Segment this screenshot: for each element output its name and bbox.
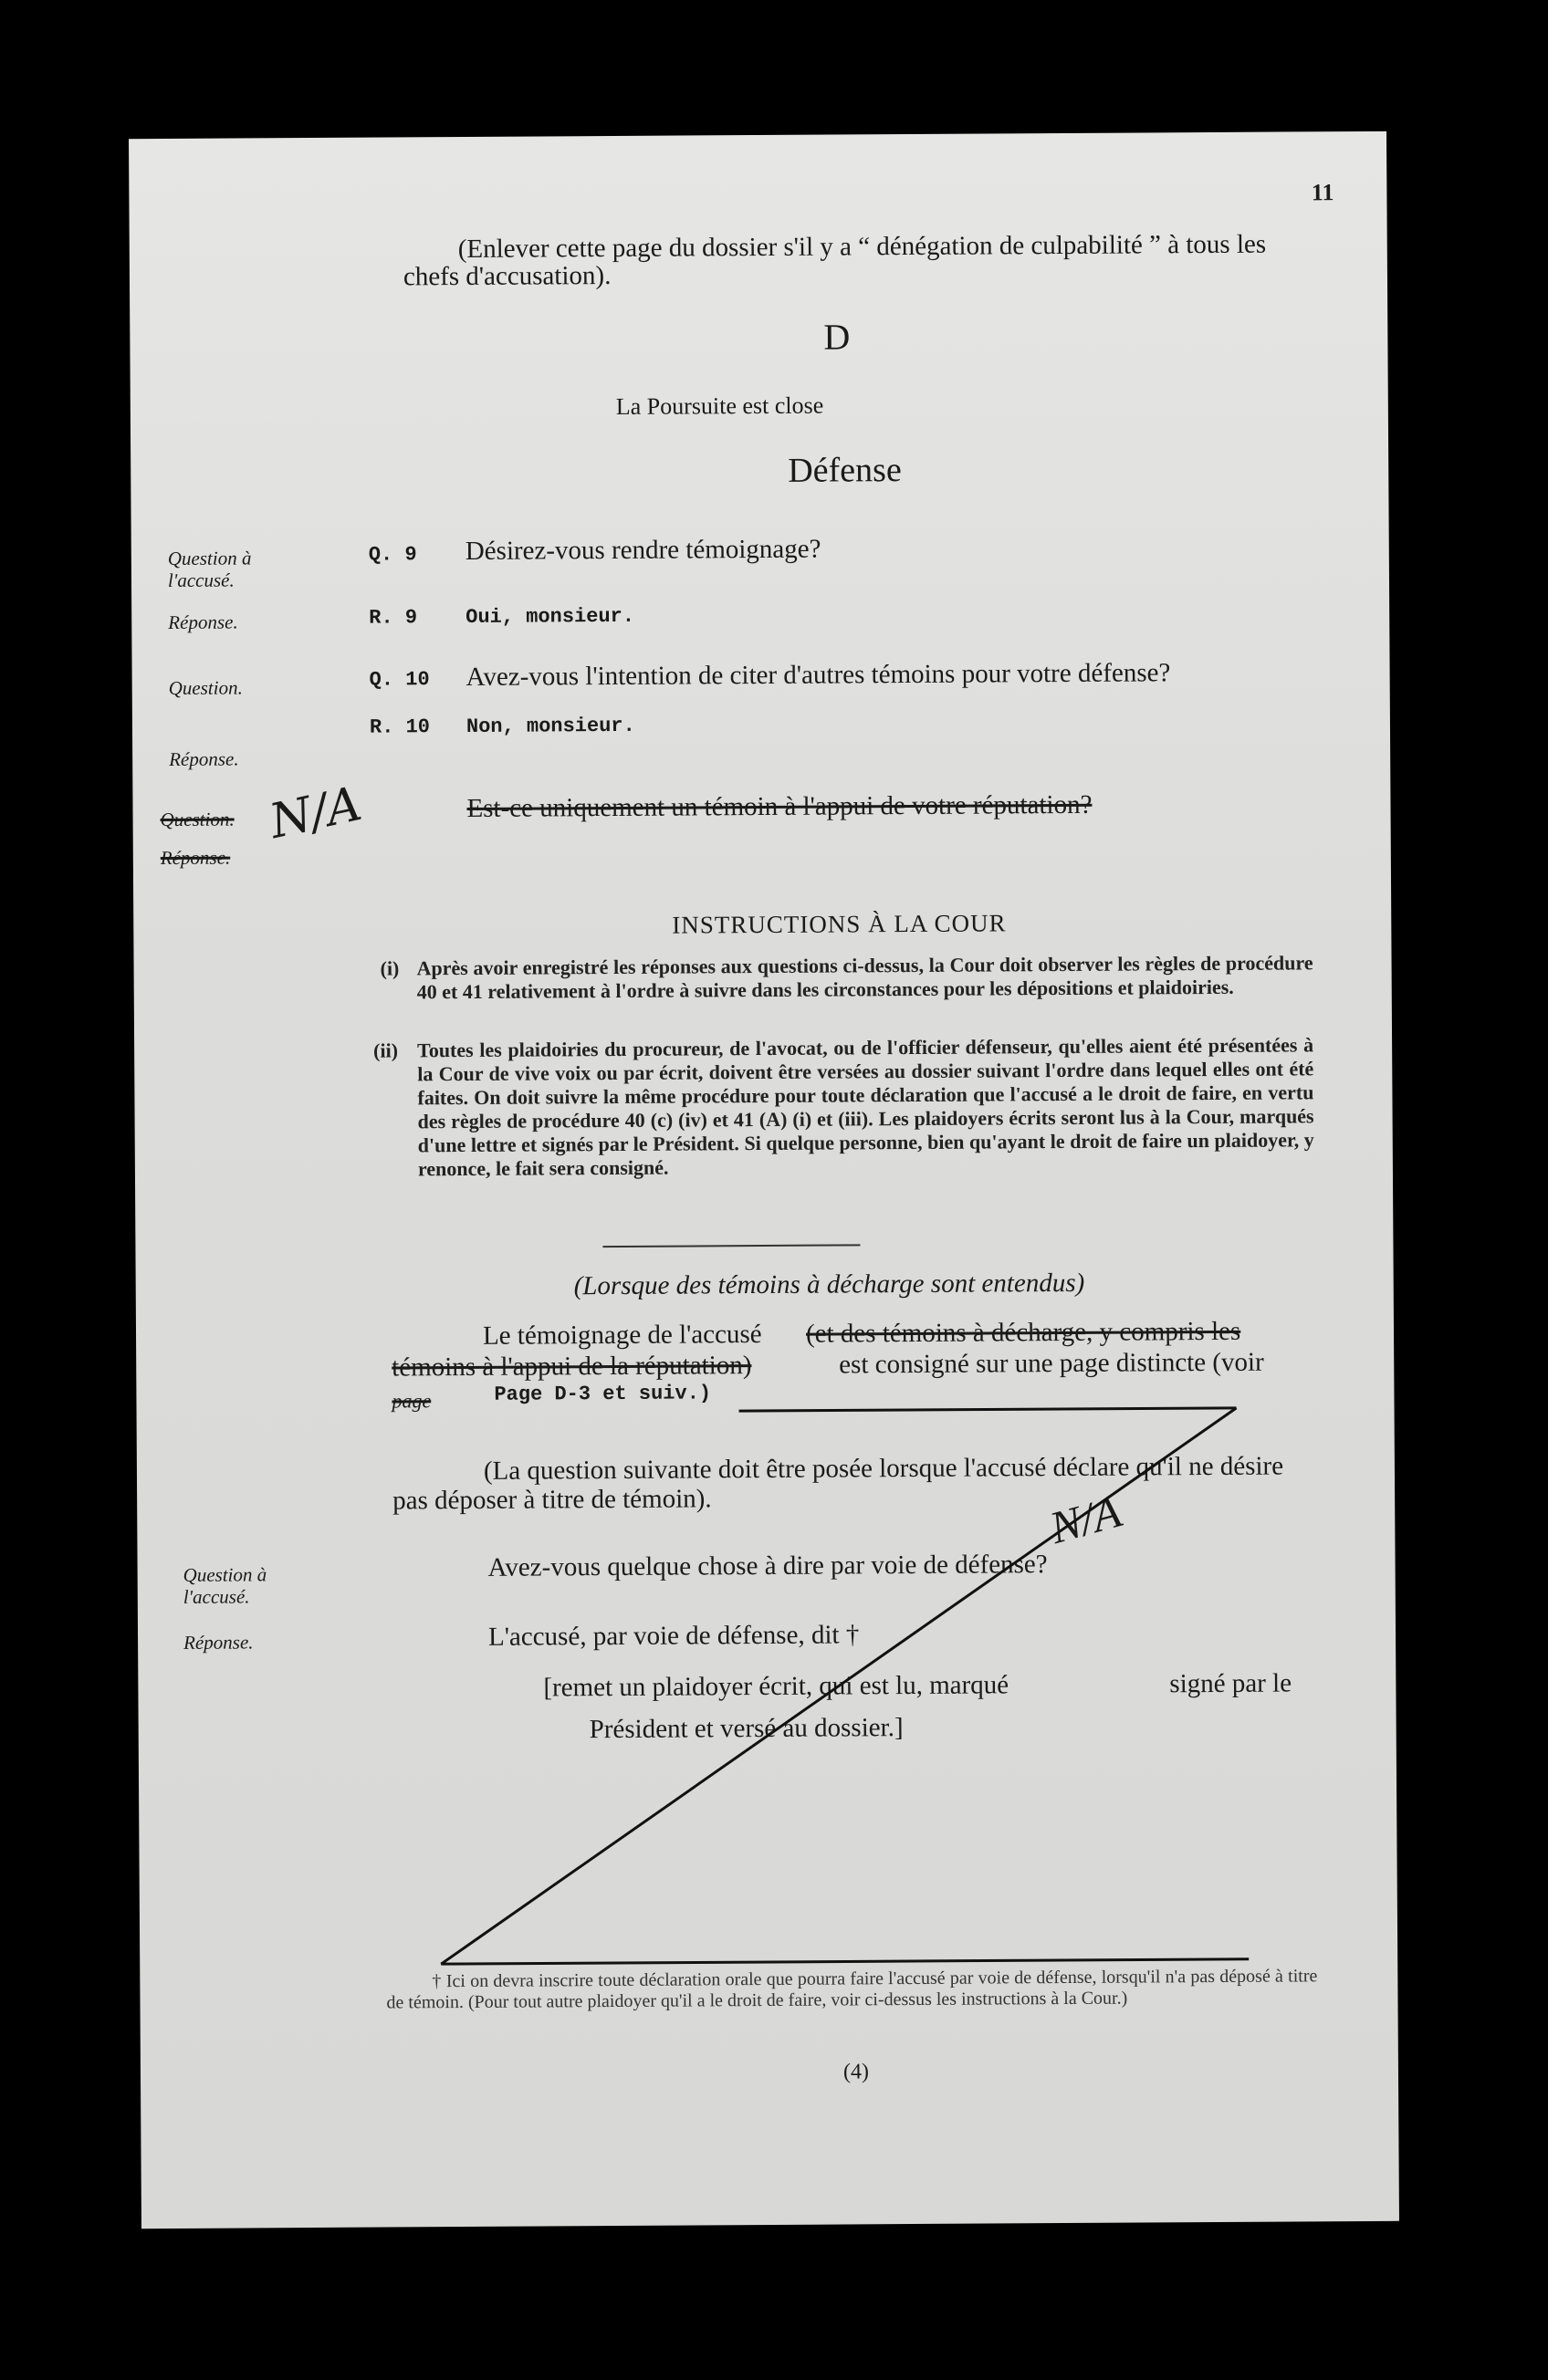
temoignage-p1: Le témoignage de l'accusé bbox=[482, 1320, 762, 1351]
r2-margin: Réponse. bbox=[169, 747, 239, 770]
poursuite-close: La Poursuite est close bbox=[615, 391, 824, 420]
section-letter: D bbox=[823, 316, 851, 358]
diagonal-cancel-mark bbox=[129, 131, 1399, 2229]
temoignage-struck2: témoins à l'appui de la réputation) bbox=[392, 1351, 752, 1383]
r2-code: R. 10 bbox=[369, 715, 431, 739]
instr-item2-num: (ii) bbox=[373, 1039, 399, 1062]
q1-text: Désirez-vous rendre témoignage? bbox=[465, 534, 821, 566]
r4-text: L'accusé, par voie de défense, dit † bbox=[487, 1620, 860, 1652]
footnote: † Ici on devra inscrire toute déclaration orale que pourra faire l'accusé par voie de défense, lorsqu'il n'a pas déposé à titre de témoin. (Pour tout autre plaidoyer qu'il a le droit de faire, voir ci-dessus les instructions à la Cour.) bbox=[386, 1966, 1318, 2013]
temoignage-p2: est consigné sur une page distincte (voir bbox=[839, 1347, 1264, 1380]
remet-2: signé par le bbox=[1169, 1668, 1292, 1699]
r4-margin: Réponse. bbox=[183, 1631, 254, 1654]
cancel-bottom-line bbox=[441, 1959, 1249, 1964]
temoins-heading: (Lorsque des témoins à décharge sont entendus) bbox=[573, 1268, 1085, 1301]
r1-text: Oui, monsieur. bbox=[465, 604, 635, 629]
q2-code: Q. 10 bbox=[369, 668, 430, 692]
defense-title: Défense bbox=[788, 451, 902, 490]
instr-item1-num: (i) bbox=[380, 956, 400, 980]
instr-item1: Après avoir enregistré les réponses aux questions ci-dessus, la Cour doit observer les règles de procédure 40 et 41 relativement à l'ordre à suivre dans les circonstances pour les dépositions et plaidoiries. bbox=[416, 951, 1313, 1004]
q3-text: Est-ce uniquement un témoin à l'appui de votre réputation? bbox=[466, 789, 1093, 823]
q3-margin-q: Question. bbox=[160, 808, 235, 831]
cancel-diagonal-line bbox=[438, 1408, 1240, 1964]
temoignage-typed: Page D-3 et suiv.) bbox=[494, 1382, 712, 1406]
q2-text: Avez-vous l'intention de citer d'autres témoins pour votre défense? bbox=[465, 658, 1171, 692]
page-number: 11 bbox=[1311, 179, 1334, 206]
q1-margin: Question à l'accusé. bbox=[167, 547, 252, 591]
cancel-top-line bbox=[739, 1408, 1237, 1411]
document-page bbox=[129, 131, 1399, 2229]
q1-code: Q. 9 bbox=[368, 543, 417, 567]
remet-3: Président et versé au dossier.] bbox=[589, 1713, 904, 1745]
q4-margin: Question à l'accusé. bbox=[183, 1563, 267, 1608]
question-note: (La question suivante doit être posée lorsque l'accusé déclare qu'il ne désire pas déposer à titre de témoin). bbox=[392, 1451, 1284, 1516]
handwritten-na: N/A bbox=[1044, 1485, 1127, 1554]
r2-text: Non, monsieur. bbox=[465, 714, 635, 738]
q3-margin-r: Réponse. bbox=[160, 846, 231, 870]
header-note: (Enlever cette page du dossier s'il y a “ dénégation de culpabilité ” à tous les chefs d'accusation). bbox=[403, 229, 1267, 292]
r1-margin: Réponse. bbox=[168, 611, 238, 633]
punch-hole bbox=[139, 88, 175, 124]
remet-1: [remet un plaidoyer écrit, qui est lu, marqué bbox=[543, 1670, 1009, 1703]
temoignage-struck3: page bbox=[392, 1389, 432, 1413]
q2-margin: Question. bbox=[168, 676, 243, 699]
instructions-title: INSTRUCTIONS À LA COUR bbox=[672, 909, 1007, 939]
page-footer: (4) bbox=[842, 2060, 870, 2084]
temoignage-struck1: (et des témoins à décharge, y compris les bbox=[805, 1316, 1241, 1349]
instr-item2: Toutes les plaidoiries du procureur, de l'avocat, ou de l'officier défenseur, qu'elles aient été présentées à la Cour de vive voix ou par écrit, doivent être versées au dossier suivant l'ordre dans lequel elles ont été faites. On doit suivre la même procédure pour toute déclaration que l'accusé a le droit de faire, en vertu des règles de procédure 40 (c) (iv) et 41 (A) (i) et (iii). Les plaidoyers écrits seront lus à la Cour, marqués d'une lettre et signés par le Président. Si quelque personne, bien qu'ayant le droit de faire un plaidoyer, y renonce, le fait sera consigné. bbox=[417, 1033, 1314, 1181]
r1-code: R. 9 bbox=[369, 606, 418, 630]
q4-text: Avez-vous quelque chose à dire par voie de défense? bbox=[487, 1550, 1048, 1582]
q3-handwritten: N/A bbox=[265, 776, 367, 851]
